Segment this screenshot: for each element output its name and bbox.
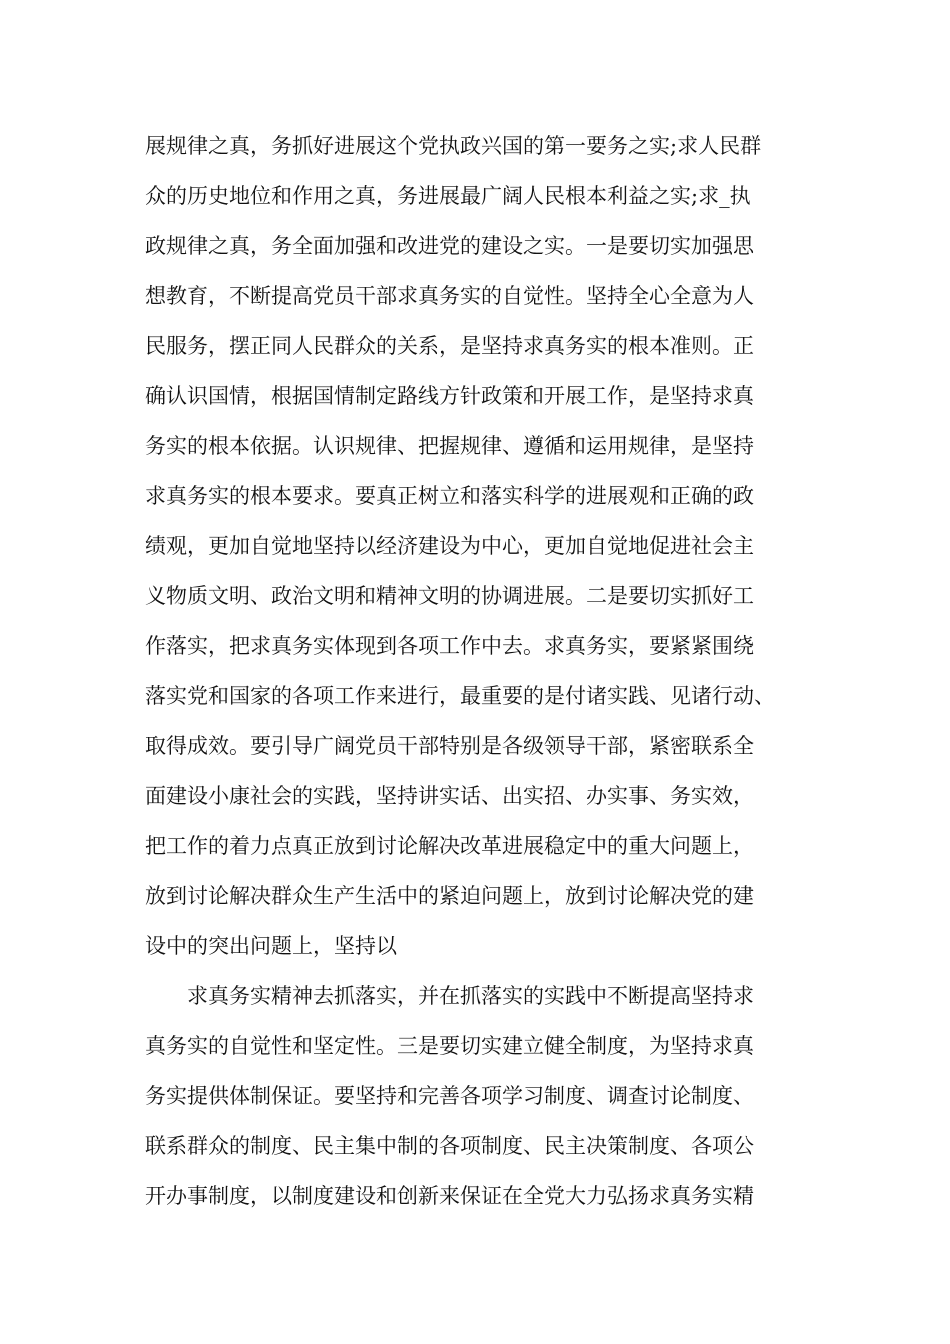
text-line: 开办事制度，以制度建设和创新来保证在全党大力弘扬求真务实精 <box>145 1184 754 1208</box>
text-line: 义物质文明、政治文明和精神文明的协调进展。二是要切实抓好工 <box>145 584 754 608</box>
text-line: 真务实的自觉性和坚定性。三是要切实建立健全制度，为坚持求真 <box>145 1034 754 1058</box>
text-line: 作落实，把求真务实体现到各项工作中去。求真务实，要紧紧围绕 <box>145 634 754 658</box>
text-line: 求真务实的根本要求。要真正树立和落实科学的进展观和正确的政 <box>145 484 754 508</box>
paragraph-2 <box>145 971 835 1221</box>
paragraph-1 <box>145 121 835 971</box>
text-line: 务实提供体制保证。要坚持和完善各项学习制度、调查讨论制度、 <box>145 1084 754 1108</box>
text-line: 面建设小康社会的实践，坚持讲实话、出实招、办实事、务实效， <box>145 784 754 808</box>
text-line: 把工作的着力点真正放到讨论解决改革进展稳定中的重大问题上， <box>145 834 754 858</box>
text-line: 展规律之真，务抓好进展这个党执政兴国的第一要务之实;求人民群 <box>145 134 762 158</box>
text-line: 想教育，不断提高党员干部求真务实的自觉性。坚持全心全意为人 <box>145 284 754 308</box>
text-line: 众的历史地位和作用之真，务进展最广阔人民根本利益之实;求_执 <box>145 184 751 208</box>
text-line: 确认识国情，根据国情制定路线方针政策和开展工作，是坚持求真 <box>145 384 754 408</box>
text-line: 民服务，摆正同人民群众的关系，是坚持求真务实的根本准则。正 <box>145 334 754 358</box>
text-line: 绩观，更加自觉地坚持以经济建设为中心，更加自觉地促进社会主 <box>145 534 754 558</box>
text-line: 务实的根本依据。认识规律、把握规律、遵循和运用规律，是坚持 <box>145 434 754 458</box>
text-line: 求真务实精神去抓落实，并在抓落实的实践中不断提高坚持求 <box>187 984 754 1008</box>
text-line: 放到讨论解决群众生产生活中的紧迫问题上，放到讨论解决党的建 <box>145 884 754 908</box>
text-line: 取得成效。要引导广阔党员干部特别是各级领导干部，紧密联系全 <box>145 734 754 758</box>
text-line: 联系群众的制度、民主集中制的各项制度、民主决策制度、各项公 <box>145 1134 754 1158</box>
text-line: 政规律之真，务全面加强和改进党的建设之实。一是要切实加强思 <box>145 234 754 258</box>
text-line: 落实党和国家的各项工作来进行，最重要的是付诸实践、见诸行动、 <box>145 684 775 708</box>
text-line: 设中的突出问题上，坚持以 <box>145 934 397 958</box>
